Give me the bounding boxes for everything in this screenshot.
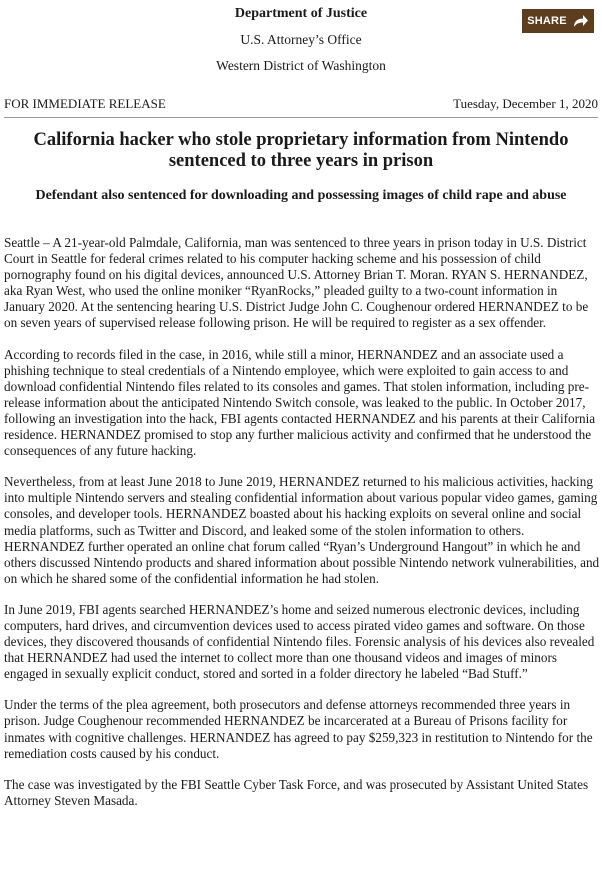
article-body [4, 235, 600, 824]
office-name: U.S. Attorney’s Office [240, 32, 362, 47]
article-paragraph: Nevertheless, from at least June 2018 to June 2019, HERNANDEZ returned to his malicious activities, hacking into multiple Nintendo servers and stealing confidential information about various popular video games, gaming consoles, and developer tools. HERNANDEZ boasted about his hacking exploits on several online and social media platforms, such as Twitter and Discord, and leaked some of the stolen information to others. HERNANDEZ further operated an online chat forum called “Ryan’s Underground Hangout” in which he and others discussed Nintendo products and shared information about possible Nintendo network vulnerabilities, and on which he shared some of the confidential information he had stolen. [4, 474, 600, 586]
article-paragraph: Seattle – A 21-year-old Palmdale, California, man was sentenced to three years in prison today in U.S. District Court in Seattle for federal crimes related to his computer hacking scheme and his possession of child pornography found on his digital devices, announced U.S. Attorney Brian T. Moran. RYAN S. HERNANDEZ, aka Ryan West, who used the online moniker “RyanRocks,” pleaded guilty to a two-count information in January 2020. At the sentencing hearing U.S. District Judge John C. Coughenour ordered HERNANDEZ to be on seven years of supervised release following prison. He will be required to register as a sex offender. [4, 235, 589, 331]
district-name: Western District of Washington [216, 58, 386, 73]
article-paragraph: In June 2019, FBI agents searched HERNANDEZ’s home and seized numerous electronic devices, including computers, hard drives, and circumvention devices used to access pirated video games and software. On those devices, they discovered thousands of confidential Nintendo files. Forensic analysis of his devices also revealed that HERNANDEZ had used the internet to collect more than one thousand videos and images of minors engaged in sexually explicit conduct, stored and sorted in a folder directory he labeled “Bad Stuff.” [4, 601, 595, 682]
article-paragraph: According to records filed in the case, in 2016, while still a minor, HERNANDEZ and an associate used a phishing technique to steal credentials of a Nintendo employee, which were exploited to gain access to and download confidential Nintendo files related to its consoles and games. That stolen information, including pre-release information about the anticipated Nintendo Switch console, was leaked to the public. In October 2017, following an investigation into the hack, FBI agents contacted HERNANDEZ and his parents at their California residence. HERNANDEZ promised to stop any further malicious activity and confirmed that he understood the consequences of any future hacking. [4, 346, 596, 459]
release-label: FOR IMMEDIATE RELEASE [4, 96, 166, 111]
divider [4, 117, 598, 118]
share-arrow-icon [573, 14, 589, 28]
share-label: SHARE [527, 15, 567, 27]
article-paragraph: Under the terms of the plea agreement, both prosecutors and defense attorneys recommended three years in prison. Judge Coughenour recommended HERNANDEZ be incarcerated at a Bureau of Prisons facility for inmates with cognitive challenges. HERNANDEZ has agreed to pay $259,323 in restitution to Nintendo for the remediation costs caused by his conduct. [4, 697, 593, 761]
department-name: Department of Justice [234, 6, 368, 21]
release-row [4, 96, 598, 112]
share-button[interactable] [522, 9, 594, 33]
release-date: Tuesday, December 1, 2020 [453, 96, 598, 111]
article-paragraph: The case was investigated by the FBI Seattle Cyber Task Force, and was prosecuted by Assistant United States Attorney Steven Masada. [4, 776, 589, 808]
article-title: California hacker who stole proprietary information from Nintendo sentenced to three years in prison [33, 130, 569, 171]
article-subtitle: Defendant also sentenced for downloading and possessing images of child rape and abuse [35, 188, 567, 203]
